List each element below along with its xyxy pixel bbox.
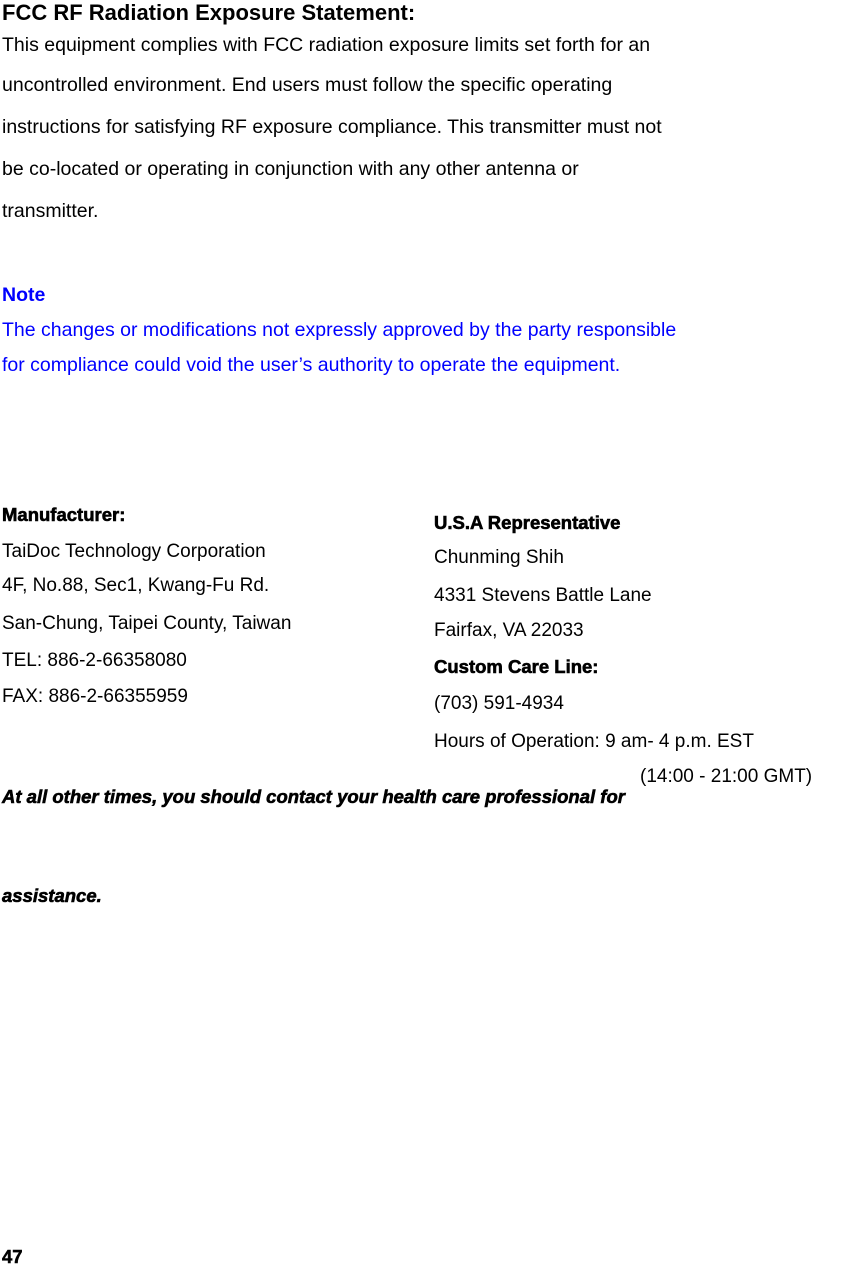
- note-title: Note: [2, 284, 46, 306]
- manufacturer-fax: FAX: 886-2-66355959: [2, 686, 188, 707]
- note-line: The changes or modifications not expressly approved by the party responsible: [2, 319, 677, 341]
- page-number: 47: [2, 1246, 23, 1267]
- fcc-statement-line: transmitter.: [2, 200, 99, 222]
- manufacturer-address-line: San-Chung, Taipei County, Taiwan: [2, 613, 292, 634]
- care-line-hours-gmt: (14:00 - 21:00 GMT): [640, 766, 813, 787]
- representative-address-line: 4331 Stevens Battle Lane: [434, 585, 652, 606]
- care-line-phone: (703) 591-4934: [434, 693, 564, 714]
- fcc-statement-title: FCC RF Radiation Exposure Statement:: [2, 0, 416, 25]
- fcc-statement-line: instructions for satisfying RF exposure compliance. This transmitter must not: [2, 116, 662, 138]
- fcc-statement-line: be co-located or operating in conjunction with any other antenna or: [2, 158, 579, 180]
- note-line: for compliance could void the user’s authority to operate the equipment.: [2, 354, 621, 376]
- representative-name: Chunming Shih: [434, 547, 564, 568]
- representative-heading: U.S.A Representative: [434, 512, 621, 533]
- manufacturer-address-line: 4F, No.88, Sec1, Kwang-Fu Rd.: [2, 575, 270, 596]
- manufacturer-heading: Manufacturer:: [2, 504, 126, 525]
- fcc-statement-line: This equipment complies with FCC radiation exposure limits set forth for an: [2, 34, 651, 56]
- manufacturer-name: TaiDoc Technology Corporation: [2, 541, 266, 562]
- closing-line: At all other times, you should contact your health care professional for: [2, 786, 625, 807]
- care-line-hours: Hours of Operation: 9 am- 4 p.m. EST: [434, 731, 754, 752]
- manufacturer-tel: TEL: 886-2-66358080: [2, 650, 187, 671]
- fcc-statement-line: uncontrolled environment. End users must follow the specific operating: [2, 74, 613, 96]
- representative-address-line: Fairfax, VA 22033: [434, 620, 584, 641]
- closing-line: assistance.: [2, 885, 102, 906]
- care-line-heading: Custom Care Line:: [434, 656, 599, 677]
